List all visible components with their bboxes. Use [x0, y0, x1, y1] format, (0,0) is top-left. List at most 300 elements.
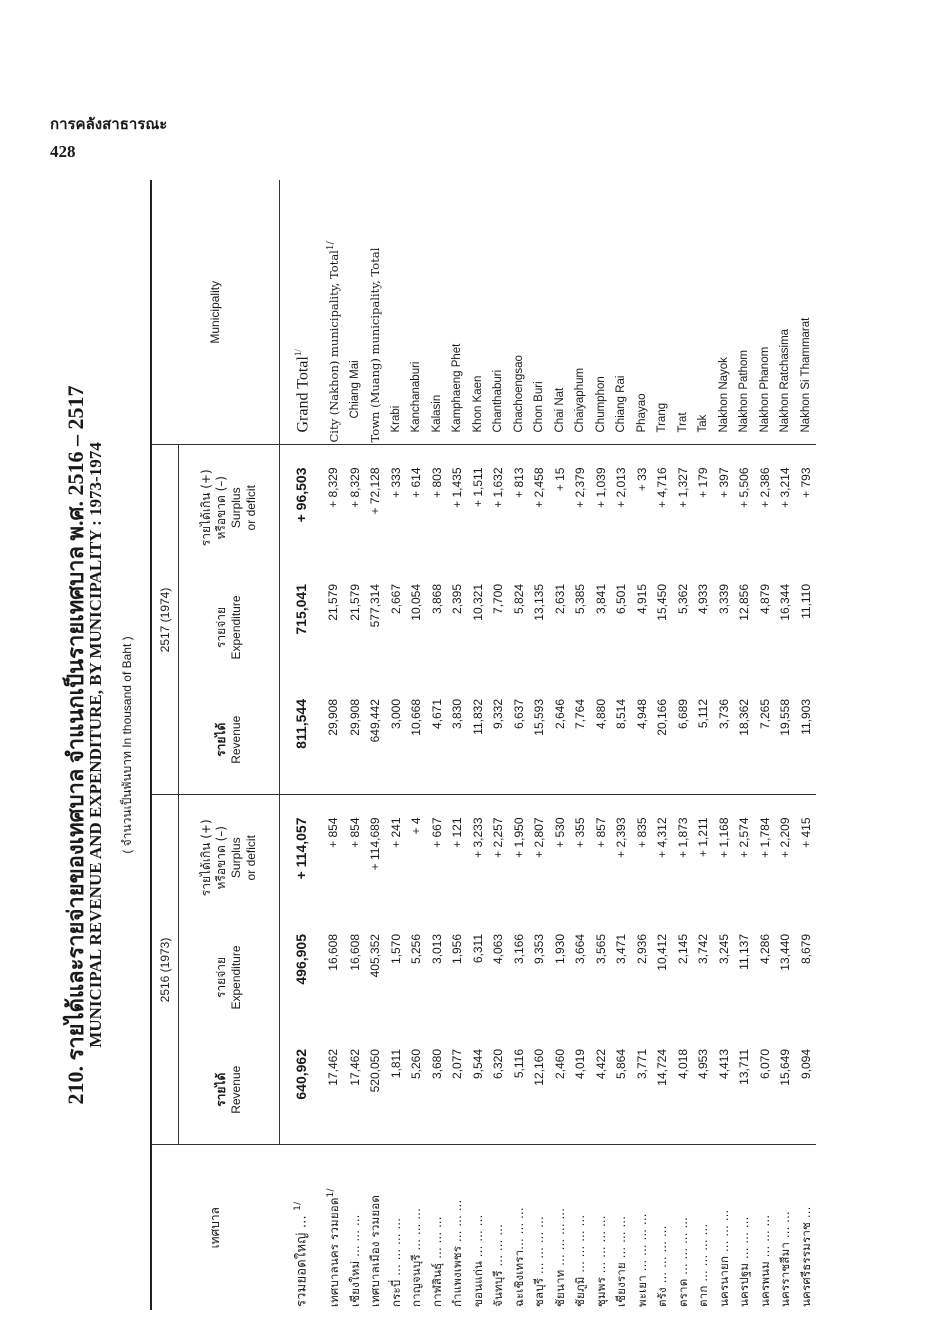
surplus-1974-text: + 614 — [409, 467, 424, 498]
row-name-english — [529, 180, 550, 445]
surplus-1973 — [447, 795, 468, 920]
table-row — [775, 180, 796, 1310]
expenditure-1974-text: 7,700 — [491, 584, 506, 615]
surplus-1973 — [427, 795, 448, 920]
expenditure-1973-text: 1,956 — [450, 934, 465, 965]
revenue-1973-text: 6,320 — [491, 1049, 506, 1080]
revenue-1974-text: 649,442 — [368, 699, 383, 743]
revenue-1974 — [447, 685, 468, 795]
revenue-1974-text: 5,112 — [696, 699, 711, 729]
expenditure-1974-text: 5,362 — [675, 584, 690, 615]
revenue-1973 — [570, 1035, 591, 1145]
revenue-1973 — [550, 1035, 571, 1145]
col-header-surplus-1973: รายได้เกิน (+) หรือขาด (–) Surplus or deficit — [179, 795, 280, 920]
row-name-english-text: Phayao — [635, 393, 648, 433]
expenditure-1973-text: 3,166 — [511, 934, 526, 965]
table-row — [280, 180, 322, 1310]
table-row — [652, 180, 673, 1310]
table-body — [280, 180, 817, 1310]
table-row — [796, 180, 817, 1310]
revenue-1973 — [447, 1035, 468, 1145]
row-name-thai — [796, 1145, 817, 1310]
expenditure-1973-text: 3,742 — [696, 934, 711, 965]
row-name-english — [755, 180, 776, 445]
revenue-1973 — [775, 1035, 796, 1145]
expenditure-1974-text: 577,314 — [368, 584, 383, 628]
expenditure-1973 — [386, 920, 407, 1035]
expenditure-1973 — [280, 920, 322, 1035]
expenditure-1973-text: 11,137 — [737, 934, 752, 970]
expenditure-1973 — [796, 920, 817, 1035]
row-name-thai-text: ฉะเชิงเทรา... ... ... — [511, 1207, 526, 1307]
row-name-thai-text: กำแพงเพชร ... ... ... — [450, 1199, 465, 1307]
expenditure-1974-text: 3,841 — [593, 584, 608, 615]
row-name-english — [550, 180, 571, 445]
table-row — [447, 180, 468, 1310]
col-header-expenditure-1973: รายจ่าย Expenditure — [179, 920, 280, 1035]
row-name-thai — [488, 1145, 509, 1310]
row-name-english-text: Nakhon Si Thammarat — [799, 317, 812, 433]
expenditure-1974 — [734, 570, 755, 685]
revenue-1974 — [321, 685, 344, 795]
expenditure-1973 — [591, 920, 612, 1035]
table-row — [755, 180, 776, 1310]
row-name-thai-text: พะเยา ... ... ... ... — [634, 1213, 649, 1307]
revenue-1973 — [673, 1035, 694, 1145]
row-name-thai — [529, 1145, 550, 1310]
row-name-thai — [447, 1145, 468, 1310]
table-row — [550, 180, 571, 1310]
row-name-english-text: Chanthaburi — [492, 369, 505, 433]
revenue-1974 — [427, 685, 448, 795]
revenue-1974-text: 11,832 — [470, 699, 485, 735]
surplus-1973 — [611, 795, 632, 920]
surplus-1973 — [529, 795, 550, 920]
expenditure-1974 — [345, 570, 366, 685]
col-header-expenditure-1974: รายจ่าย Expenditure — [179, 570, 280, 685]
surplus-1973-text: + 2,257 — [491, 817, 506, 858]
expenditure-1974-text: 2,631 — [552, 584, 567, 615]
revenue-1973 — [488, 1035, 509, 1145]
col-header-surplus-1974: รายได้เกิน (+) หรือขาด (–) Surplus or deficit — [179, 445, 280, 570]
surplus-1974-text: + 8,329 — [325, 467, 340, 508]
row-name-thai-text: นครศรีธรรมราช ... — [798, 1206, 813, 1307]
expenditure-1973-text: 5,256 — [409, 934, 424, 965]
revenue-1974 — [796, 685, 817, 795]
surplus-1974 — [468, 445, 489, 570]
surplus-1974-text: + 8,329 — [347, 467, 362, 508]
revenue-1974 — [570, 685, 591, 795]
surplus-1974-text: + 813 — [511, 467, 526, 498]
revenue-1974 — [734, 685, 755, 795]
revenue-1973-text: 14,724 — [655, 1049, 670, 1086]
surplus-1973-text: + 2,393 — [614, 817, 629, 858]
surplus-1974-text: + 72,128 — [368, 467, 383, 515]
revenue-1974-text: 19,558 — [778, 699, 793, 736]
expenditure-1973-text: 2,936 — [634, 934, 649, 965]
expenditure-1973 — [406, 920, 427, 1035]
row-name-english — [673, 180, 694, 445]
revenue-1973-text: 13,711 — [737, 1049, 752, 1085]
surplus-1974 — [406, 445, 427, 570]
table-row — [734, 180, 755, 1310]
row-name-thai-text: เชียงใหม่ ... ... ... — [347, 1214, 362, 1307]
surplus-1974-text: + 2,013 — [614, 467, 629, 508]
expenditure-1973 — [632, 920, 653, 1035]
expenditure-1974 — [406, 570, 427, 685]
surplus-1974-text: + 15 — [552, 467, 567, 492]
row-name-english-text: Trat — [676, 412, 689, 433]
expenditure-1974 — [714, 570, 735, 685]
revenue-1974-text: 7,265 — [757, 699, 772, 730]
revenue-1973-text: 5,116 — [511, 1049, 526, 1079]
surplus-1974-text: + 793 — [798, 467, 813, 498]
row-name-english — [447, 180, 468, 445]
row-name-thai-text: ตาก ... ... ... ... — [696, 1223, 711, 1307]
row-name-english-text: Chiang Rai — [615, 375, 628, 433]
revenue-1974-text: 20,166 — [655, 699, 670, 736]
surplus-1973 — [775, 795, 796, 920]
revenue-1974-text: 2,646 — [552, 699, 567, 730]
row-name-thai-text: กาญจนบุรี ... ... ... — [409, 1208, 424, 1307]
row-name-english-text: Khon Kaen — [471, 375, 484, 433]
surplus-1973-text: + 854 — [325, 817, 340, 848]
surplus-1973-text: + 667 — [429, 817, 444, 848]
row-name-english — [509, 180, 530, 445]
col-header-year-1974: 2517 (1974) — [151, 445, 179, 795]
row-name-thai — [673, 1145, 694, 1310]
revenue-1974 — [652, 685, 673, 795]
surplus-1974 — [734, 445, 755, 570]
surplus-1973 — [386, 795, 407, 920]
surplus-1974 — [693, 445, 714, 570]
surplus-1973-text: + 530 — [552, 817, 567, 848]
surplus-1973-text: + 241 — [388, 817, 403, 848]
surplus-1974-text: + 3,214 — [778, 467, 793, 508]
surplus-1973-text: + 854 — [347, 817, 362, 848]
surplus-1973 — [468, 795, 489, 920]
surplus-1974-text: + 2,379 — [573, 467, 588, 508]
table-row — [509, 180, 530, 1310]
surplus-1973 — [488, 795, 509, 920]
row-name-thai — [693, 1145, 714, 1310]
surplus-1973-text: + 114,057 — [292, 817, 309, 880]
expenditure-1974-text: 3,339 — [716, 584, 731, 615]
revenue-1973 — [365, 1035, 386, 1145]
expenditure-1973-text: 405,352 — [368, 934, 383, 978]
revenue-1973 — [509, 1035, 530, 1145]
expenditure-1973 — [755, 920, 776, 1035]
expenditure-1974-text: 6,501 — [614, 584, 629, 615]
surplus-1973 — [796, 795, 817, 920]
revenue-1973-text: 17,462 — [347, 1049, 362, 1086]
expenditure-1973-text: 3,565 — [593, 934, 608, 965]
surplus-1974-text: + 96,503 — [292, 467, 309, 523]
expenditure-1973-text: 3,013 — [429, 934, 444, 965]
footnote-marker: 1/ — [293, 349, 303, 357]
row-name-thai — [734, 1145, 755, 1310]
revenue-1974-text: 4,948 — [634, 699, 649, 730]
expenditure-1974-text: 10,054 — [409, 584, 424, 621]
expenditure-1973-text: 10,412 — [655, 934, 670, 971]
surplus-1974-text: + 1,039 — [593, 467, 608, 508]
revenue-1973 — [755, 1035, 776, 1145]
col-header-revenue-1973: รายได้ Revenue — [179, 1035, 280, 1145]
surplus-1973 — [509, 795, 530, 920]
surplus-1973-text: + 835 — [634, 817, 649, 848]
revenue-1973-text: 4,953 — [696, 1049, 711, 1080]
row-name-thai-text: ชุมพร ... ... ... ... — [593, 1215, 608, 1307]
revenue-1974-text: 4,880 — [593, 699, 608, 730]
revenue-1973-text: 1,811 — [388, 1049, 403, 1079]
table-row — [714, 180, 735, 1310]
expenditure-1974-text: 12,856 — [737, 584, 752, 621]
surplus-1974-text: + 803 — [429, 467, 444, 498]
revenue-1974-text: 10,668 — [409, 699, 424, 736]
table-row — [365, 180, 386, 1310]
surplus-1973 — [632, 795, 653, 920]
revenue-1974 — [611, 685, 632, 795]
revenue-1974 — [365, 685, 386, 795]
expenditure-1974-text: 10,321 — [470, 584, 485, 621]
revenue-1974 — [280, 685, 322, 795]
surplus-1973 — [280, 795, 322, 920]
expenditure-1974-text: 3,868 — [429, 584, 444, 615]
revenue-1974 — [345, 685, 366, 795]
row-name-thai-text: ตราด ... ... ... ... — [675, 1216, 690, 1307]
revenue-1973-text: 6,070 — [757, 1049, 772, 1080]
expenditure-1974 — [550, 570, 571, 685]
row-name-english — [386, 180, 407, 445]
revenue-expenditure-table — [150, 180, 816, 1310]
surplus-1973 — [734, 795, 755, 920]
expenditure-1973 — [550, 920, 571, 1035]
row-name-thai-text: ตรัง ... ... ... ... — [655, 1225, 670, 1307]
revenue-1974-text: 9,332 — [491, 699, 506, 730]
revenue-1973-text: 2,077 — [450, 1049, 465, 1080]
expenditure-1974 — [775, 570, 796, 685]
expenditure-1974 — [796, 570, 817, 685]
expenditure-1974-text: 5,385 — [573, 584, 588, 615]
expenditure-1974 — [509, 570, 530, 685]
rotated-table-page — [63, 180, 850, 1310]
row-name-english — [632, 180, 653, 445]
surplus-1973-text: + 415 — [798, 817, 813, 848]
expenditure-1973 — [345, 920, 366, 1035]
expenditure-1974-text: 21,579 — [325, 584, 340, 621]
revenue-1973-text: 9,094 — [798, 1049, 813, 1080]
surplus-1973-text: + 4,312 — [655, 817, 670, 858]
revenue-1973-text: 2,460 — [552, 1049, 567, 1080]
surplus-1974 — [652, 445, 673, 570]
revenue-1974 — [755, 685, 776, 795]
table-row — [468, 180, 489, 1310]
row-name-thai — [775, 1145, 796, 1310]
revenue-1974-text: 29,908 — [325, 699, 340, 736]
row-name-thai — [591, 1145, 612, 1310]
surplus-1974 — [632, 445, 653, 570]
table-row — [427, 180, 448, 1310]
row-name-thai — [280, 1145, 322, 1310]
row-name-english-text: Grand Total — [294, 356, 312, 433]
row-name-english-text: Trang — [656, 402, 669, 433]
surplus-1973-text: + 3,233 — [470, 817, 485, 858]
row-name-english — [652, 180, 673, 445]
expenditure-1973 — [529, 920, 550, 1035]
revenue-1973 — [632, 1035, 653, 1145]
expenditure-1973 — [652, 920, 673, 1035]
row-name-thai-text: เทศบาลนคร รวมยอด — [327, 1197, 342, 1307]
expenditure-1974 — [280, 570, 322, 685]
surplus-1973 — [714, 795, 735, 920]
revenue-1973 — [714, 1035, 735, 1145]
revenue-1974 — [714, 685, 735, 795]
table-title-english: MUNICIPAL REVENUE AND EXPENDITURE, BY MUNICIPALITY : 1973-1974 — [86, 442, 105, 1048]
row-name-english-text: Kalasin — [430, 394, 443, 433]
row-name-english-text: Krabi — [389, 405, 402, 433]
revenue-1973-text: 3,771 — [634, 1049, 649, 1080]
revenue-1974 — [775, 685, 796, 795]
expenditure-1974-text: 5,824 — [511, 584, 526, 615]
footnote-marker: 1/ — [326, 1188, 337, 1198]
row-name-english-text: Chaiyaphum — [574, 367, 587, 433]
surplus-1973-text: + 1,950 — [511, 817, 526, 858]
col-header-thai-municipality: เทศบาล — [208, 1207, 223, 1249]
expenditure-1974 — [488, 570, 509, 685]
footnote-marker: 1/ — [326, 241, 337, 251]
row-name-thai — [386, 1145, 407, 1310]
revenue-1974 — [386, 685, 407, 795]
revenue-1973 — [345, 1035, 366, 1145]
expenditure-1973-text: 16,608 — [347, 934, 362, 971]
col-header-revenue-1974: รายได้ Revenue — [179, 685, 280, 795]
surplus-1974 — [775, 445, 796, 570]
revenue-1974-text: 4,671 — [429, 699, 444, 730]
surplus-1973-text: + 1,784 — [757, 817, 772, 858]
row-name-english-text: Nakhon Phanom — [758, 346, 771, 433]
expenditure-1974-text: 16,344 — [778, 584, 793, 621]
row-name-thai-text: นครพนม ... ... ... — [757, 1214, 772, 1307]
revenue-1973 — [280, 1035, 322, 1145]
row-name-english — [570, 180, 591, 445]
revenue-1973-text: 17,462 — [325, 1049, 340, 1086]
section-header: การคลังสาธารณะ — [50, 117, 168, 133]
expenditure-1973 — [488, 920, 509, 1035]
expenditure-1974-text: 4,879 — [757, 584, 772, 615]
expenditure-1974 — [673, 570, 694, 685]
row-name-english — [468, 180, 489, 445]
row-name-english-text: Town (Muang) municipality, Total — [368, 247, 383, 443]
revenue-1973-text: 5,864 — [614, 1049, 629, 1080]
row-name-thai-text: นครนายก ... ... ... — [716, 1209, 731, 1307]
row-name-english-text: Chon Buri — [533, 381, 546, 433]
row-name-english-text: Nakhon Nayok — [717, 357, 730, 433]
row-name-english — [345, 180, 366, 445]
revenue-1973-text: 3,680 — [429, 1049, 444, 1080]
revenue-1974 — [632, 685, 653, 795]
surplus-1974-text: + 4,716 — [655, 467, 670, 508]
table-row — [632, 180, 653, 1310]
row-name-thai — [570, 1145, 591, 1310]
expenditure-1973 — [673, 920, 694, 1035]
row-name-english — [775, 180, 796, 445]
row-name-english — [280, 180, 322, 445]
revenue-1974-text: 6,637 — [511, 699, 526, 730]
row-name-english-text: City (Nakhon) municipality, Total — [327, 250, 342, 443]
revenue-1974 — [488, 685, 509, 795]
row-name-english-text: Tak — [697, 414, 710, 433]
table-title-thai: 210. รายได้และรายจ่ายของเทศบาล จำแนกเป็นรายเทศบาล พ.ศ. 2516 – 2517 — [63, 385, 88, 1105]
revenue-1974 — [406, 685, 427, 795]
table-row — [570, 180, 591, 1310]
surplus-1974 — [570, 445, 591, 570]
expenditure-1974 — [386, 570, 407, 685]
row-name-english-text: Nakhon Pathom — [738, 350, 751, 433]
row-name-thai — [509, 1145, 530, 1310]
row-name-english — [488, 180, 509, 445]
surplus-1974 — [755, 445, 776, 570]
row-name-english — [427, 180, 448, 445]
surplus-1973-text: + 2,807 — [532, 817, 547, 858]
row-name-english — [321, 180, 344, 445]
footnote-marker: 1/ — [293, 1201, 304, 1211]
expenditure-1973-text: 4,286 — [757, 934, 772, 965]
row-name-thai-text: ชัยนาท ... ... ... ... — [552, 1207, 567, 1307]
revenue-1974-text: 6,689 — [675, 699, 690, 730]
row-name-english-text: Kanchanaburi — [410, 361, 423, 433]
revenue-1973 — [406, 1035, 427, 1145]
revenue-1974-text: 29,908 — [347, 699, 362, 736]
revenue-1973 — [468, 1035, 489, 1145]
row-name-thai-text: ชลบุรี ... ... ... ... — [532, 1216, 547, 1307]
expenditure-1974-text: 4,915 — [634, 584, 649, 615]
expenditure-1973-text: 3,245 — [716, 934, 731, 965]
expenditure-1973-text: 1,570 — [388, 934, 403, 965]
row-name-thai — [652, 1145, 673, 1310]
expenditure-1974-text: 4,933 — [696, 584, 711, 615]
expenditure-1973-text: 496,905 — [292, 934, 309, 985]
surplus-1974 — [447, 445, 468, 570]
surplus-1974 — [509, 445, 530, 570]
row-name-thai-text: เทศบาลเมือง รวมยอด — [368, 1194, 383, 1307]
revenue-1974-text: 3,000 — [388, 699, 403, 730]
surplus-1974 — [386, 445, 407, 570]
surplus-1973 — [693, 795, 714, 920]
expenditure-1973-text: 3,471 — [614, 934, 629, 965]
row-name-english — [591, 180, 612, 445]
surplus-1973 — [406, 795, 427, 920]
surplus-1974 — [280, 445, 322, 570]
expenditure-1974-text: 715,041 — [292, 584, 309, 635]
row-name-thai — [755, 1145, 776, 1310]
surplus-1974-text: + 1,511 — [470, 467, 485, 507]
surplus-1973-text: + 4 — [409, 817, 424, 835]
row-name-thai-text: กระบี่ ... ... ... ... — [388, 1217, 403, 1307]
row-name-thai-text: ชัยภูมิ ... ... ... ... — [573, 1214, 588, 1307]
row-name-english-text: Chiang Mai — [348, 360, 361, 419]
surplus-1973-text: + 1,168 — [716, 817, 731, 858]
revenue-1973-text: 5,260 — [409, 1049, 424, 1080]
unit-note: ( จำนวนเป็นพันบาท In thousand of Baht ) — [120, 636, 134, 854]
row-name-english — [714, 180, 735, 445]
surplus-1974-text: + 333 — [388, 467, 403, 498]
revenue-1973-text: 4,413 — [716, 1049, 731, 1080]
surplus-1974 — [427, 445, 448, 570]
revenue-1973 — [796, 1035, 817, 1145]
row-name-thai — [632, 1145, 653, 1310]
row-name-thai-text: จันทบุรี ... ... ... — [491, 1224, 506, 1307]
expenditure-1974 — [611, 570, 632, 685]
